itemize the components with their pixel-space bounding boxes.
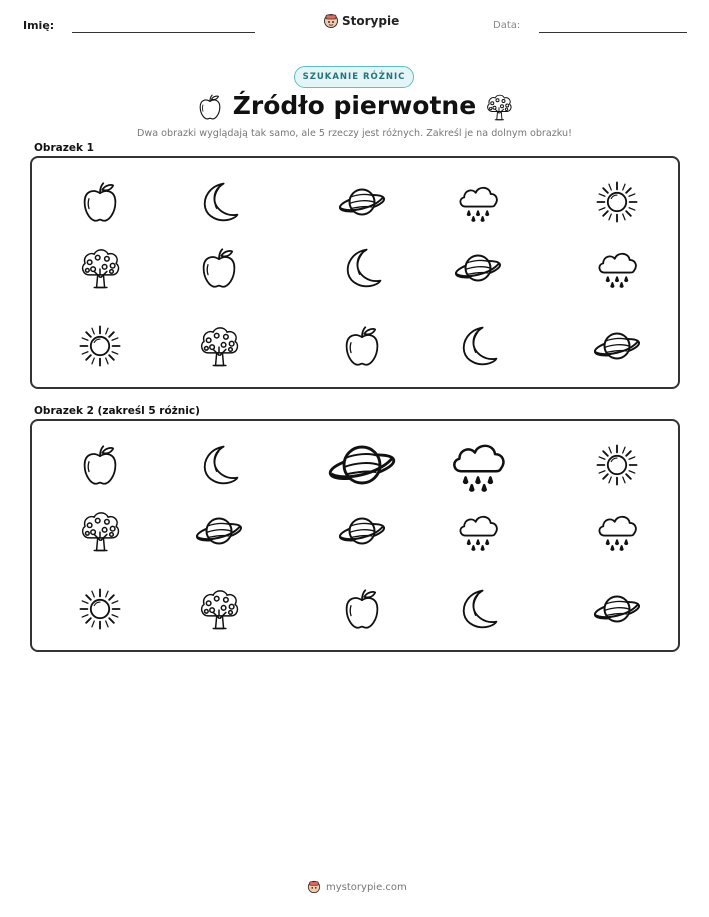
apple-icon bbox=[340, 324, 384, 368]
sun-icon bbox=[77, 323, 123, 369]
brand-logo bbox=[323, 13, 399, 29]
moon-icon bbox=[196, 442, 242, 488]
sun-icon bbox=[594, 442, 640, 488]
footer bbox=[307, 880, 407, 894]
planet-icon bbox=[453, 243, 503, 293]
rain-cloud-icon bbox=[447, 434, 509, 496]
apple-icon bbox=[197, 246, 241, 290]
rain-cloud-icon bbox=[594, 508, 640, 554]
planet-icon bbox=[592, 584, 642, 634]
tree-icon bbox=[196, 586, 242, 632]
rain-cloud-icon bbox=[594, 245, 640, 291]
activity-badge: SZUKANIE RÓŻNIC bbox=[294, 66, 414, 88]
name-label: Imię: bbox=[23, 19, 55, 32]
rain-cloud-icon bbox=[455, 508, 501, 554]
date-line bbox=[539, 32, 687, 33]
date-label: Data: bbox=[493, 20, 521, 31]
instructions: Dwa obrazki wyglądają tak samo, ale 5 rzeczy jest różnych. Zakreśl je na dolnym obrazku! bbox=[137, 128, 572, 139]
planet-icon bbox=[326, 429, 398, 501]
apple-icon bbox=[78, 180, 122, 224]
tree-icon bbox=[77, 245, 123, 291]
storypie-mascot-icon bbox=[307, 880, 321, 894]
moon-icon bbox=[196, 179, 242, 225]
page-title: Źródło pierwotne bbox=[232, 91, 477, 120]
title-tree-icon bbox=[484, 92, 514, 122]
rain-cloud-icon bbox=[455, 179, 501, 225]
tree-icon bbox=[196, 323, 242, 369]
name-line bbox=[72, 32, 255, 33]
planet-icon bbox=[194, 506, 244, 556]
picture-2-panel[interactable] bbox=[30, 419, 680, 652]
picture-1-panel bbox=[30, 156, 680, 389]
moon-icon bbox=[455, 586, 501, 632]
moon-icon bbox=[455, 323, 501, 369]
tree-icon bbox=[77, 508, 123, 554]
picture-1-label: Obrazek 1 bbox=[34, 142, 94, 154]
sun-icon bbox=[594, 179, 640, 225]
footer-site: mystorypie.com bbox=[326, 881, 407, 893]
storypie-mascot-icon bbox=[323, 13, 339, 29]
apple-icon bbox=[340, 587, 384, 631]
picture-2-label: Obrazek 2 (zakreśl 5 różnic) bbox=[34, 405, 200, 417]
planet-icon bbox=[337, 506, 387, 556]
planet-icon bbox=[337, 177, 387, 227]
moon-icon bbox=[339, 245, 385, 291]
planet-icon bbox=[592, 321, 642, 371]
brand-name: Storypie bbox=[342, 14, 400, 28]
sun-icon bbox=[77, 586, 123, 632]
apple-icon bbox=[78, 443, 122, 487]
